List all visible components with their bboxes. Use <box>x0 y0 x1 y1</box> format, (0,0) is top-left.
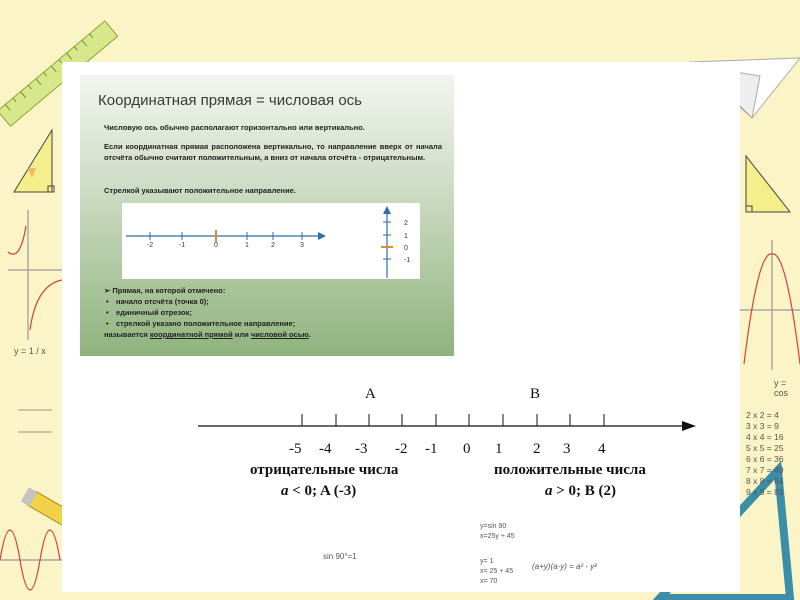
small-horizontal-tick-label: -2 <box>146 242 154 249</box>
tick-label: 4 <box>598 441 606 457</box>
equation-line: y=sin 90 <box>480 523 507 530</box>
equation-system-2 <box>480 557 513 587</box>
mult-table-row: 4 x 4 = 16 <box>746 432 784 442</box>
mult-table-row: 2 x 2 = 4 <box>746 410 779 420</box>
tick-label: 0 <box>463 441 471 457</box>
tick-label: 3 <box>563 441 571 457</box>
term-number-axis: числовой осью <box>250 330 309 339</box>
definition-item: • единичный отрезок; <box>104 307 449 318</box>
mult-table-row: 7 x 7 = 49 <box>746 465 784 475</box>
negative-condition-variable: a <box>281 483 289 499</box>
small-vertical-tick-label: 0 <box>404 245 408 252</box>
point-b-label: B <box>530 386 541 402</box>
multiplication-table <box>746 410 784 498</box>
mult-table-row: 9 x 9 = 81 <box>746 487 784 497</box>
mult-table-row: 8 x 8 = 64 <box>746 476 784 486</box>
tick-label: 2 <box>533 441 541 457</box>
equation-line: x= 25 + 45 <box>480 568 514 575</box>
positive-condition-text: > 0; B (2) <box>552 483 617 499</box>
big-axis-ticks <box>302 414 604 426</box>
small-horizontal-tick-label: 3 <box>300 242 304 249</box>
big-axis-arrow <box>682 421 696 431</box>
formula-sin90: sin 90°=1 <box>323 552 357 561</box>
positive-condition-variable: a <box>545 483 553 499</box>
tick-label: 1 <box>495 441 503 457</box>
formula-identity: (a+y)(a-y) = a² - y² <box>532 562 597 571</box>
mult-table-row: 6 x 6 = 36 <box>746 454 784 464</box>
small-horizontal-tick-label: 0 <box>214 242 218 249</box>
mult-table-row: 5 x 5 = 25 <box>746 443 784 453</box>
term-coordinate-line: координатной прямой <box>149 330 233 339</box>
definition-item: • начало отсчёта (точка 0); <box>104 296 449 307</box>
panel-title: Координатная прямая = числовая ось <box>98 92 362 109</box>
small-vertical-tick-label: 2 <box>404 220 408 227</box>
tick-label: -2 <box>395 441 408 457</box>
tick-label: -4 <box>319 441 332 457</box>
definition-outro-suffix: . <box>308 330 311 339</box>
small-vertical-tick-label: -1 <box>404 257 411 264</box>
equation-line: x=25y + 45 <box>480 533 515 540</box>
definition-intro-text: Прямая, на которой отмечено: <box>112 286 226 295</box>
equation-line: x= 70 <box>480 578 498 585</box>
negative-numbers-caption: отрицательные числа <box>250 462 399 478</box>
definition-or: или <box>234 330 249 339</box>
equation-line: y= 1 <box>480 558 494 565</box>
small-vertical-tick-label: 1 <box>404 233 408 240</box>
tick-label: -1 <box>425 441 438 457</box>
formula-hyperbola: y = 1 / x <box>14 346 46 356</box>
formula-cos: y = cos <box>774 378 789 398</box>
negative-condition <box>281 483 356 500</box>
panel-paragraph-3: Стрелкой указывают положительное направление. <box>104 186 296 195</box>
negative-condition-text: < 0; A (-3) <box>288 483 357 499</box>
definition-intro: ➢ Прямая, на которой отмечено: <box>104 286 226 295</box>
equation-system-1 <box>480 522 515 542</box>
tick-label: -3 <box>355 441 368 457</box>
tick-label: -5 <box>289 441 302 457</box>
small-horizontal-tick-label: 1 <box>245 242 249 249</box>
definition-item: • стрелкой указано положительное направление; <box>104 318 449 329</box>
small-horizontal-tick-label: 2 <box>271 242 275 249</box>
mult-table-row: 3 x 3 = 9 <box>746 421 779 431</box>
panel-paragraph-1: Числовую ось обычно располагают горизонтально или вертикально. <box>104 123 365 132</box>
definition-outro-prefix: называется <box>104 330 148 339</box>
positive-numbers-caption: положительные числа <box>494 462 646 478</box>
positive-condition <box>545 483 616 500</box>
panel-paragraph-2: Если координатная прямая расположена вертикально, то направление вверх от начала отсчёта обычно считают положительным, а вниз от начала отсчёта - отрицательным. <box>104 142 442 162</box>
point-a-label: A <box>365 386 376 402</box>
small-horizontal-tick-label: -1 <box>178 242 186 249</box>
